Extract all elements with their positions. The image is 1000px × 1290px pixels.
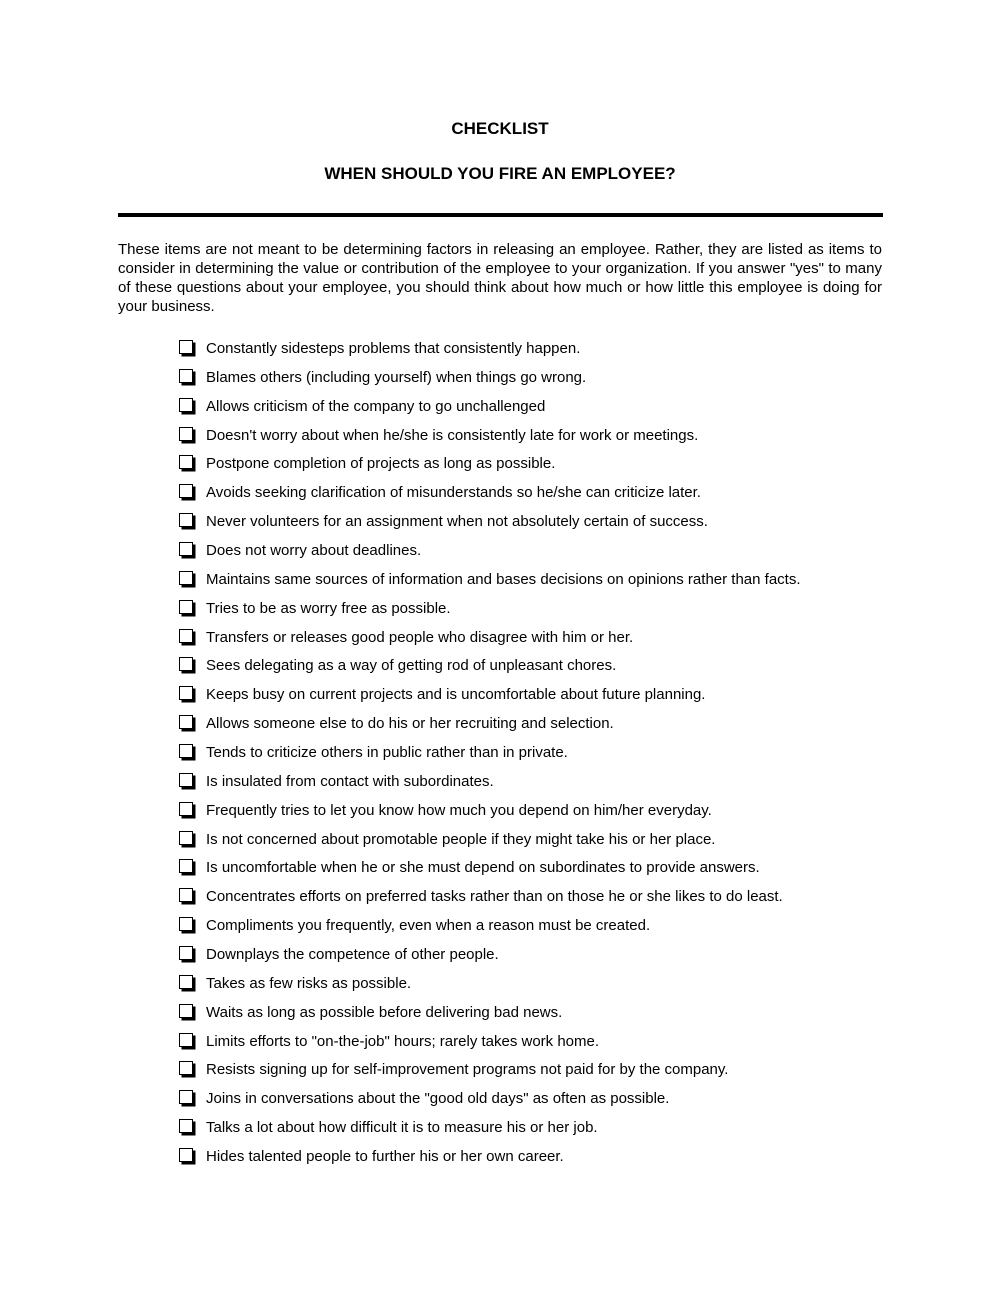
checklist-item: [179, 771, 879, 800]
checklist: [179, 338, 879, 1175]
checkbox-icon[interactable]: [179, 1033, 193, 1047]
checklist-item-label: Constantly sidesteps problems that consistently happen.: [206, 340, 581, 357]
checklist-item-label: Takes as few risks as possible.: [206, 974, 412, 992]
checklist-item-label: Talks a lot about how difficult it is to measure his or her job.: [206, 1119, 598, 1137]
checklist-item: [179, 1088, 879, 1117]
checklist-item-label: Allows someone else to do his or her recruiting and selection.: [206, 715, 614, 733]
checkbox-icon[interactable]: [179, 369, 193, 383]
checkbox-icon[interactable]: [179, 340, 193, 354]
checklist-item-label: Waits as long as possible before delivering bad news.: [206, 1003, 563, 1021]
checkbox-icon[interactable]: [179, 542, 193, 556]
checklist-item-label: Hides talented people to further his or her own career.: [206, 1148, 564, 1166]
checklist-item-label: Never volunteers for an assignment when not absolutely certain of success.: [206, 513, 708, 531]
checkbox-icon[interactable]: [179, 629, 193, 643]
checklist-item: [179, 367, 879, 396]
checkbox-icon[interactable]: [179, 773, 193, 787]
checklist-item-label: Is not concerned about promotable people if they might take his or her place.: [206, 830, 716, 848]
checklist-item: [179, 338, 879, 367]
document-title: CHECKLIST: [451, 119, 549, 138]
checkbox-icon[interactable]: [179, 571, 193, 585]
checklist-item-label: Is uncomfortable when he or she must depend on subordinates to provide answers.: [206, 859, 760, 877]
checklist-item-label: Transfers or releases good people who disagree with him or her.: [206, 628, 634, 646]
checklist-item-label: Does not worry about deadlines.: [206, 542, 422, 560]
checklist-item: [179, 569, 879, 598]
checkbox-icon[interactable]: [179, 802, 193, 816]
checklist-item: [179, 598, 879, 627]
checklist-item: [179, 540, 879, 569]
checkbox-icon[interactable]: [179, 917, 193, 931]
checklist-item-label: Is insulated from contact with subordinates.: [206, 772, 494, 790]
checkbox-icon[interactable]: [179, 744, 193, 758]
checkbox-icon[interactable]: [179, 513, 193, 527]
checkbox-icon[interactable]: [179, 1061, 193, 1075]
checklist-item-label: Sees delegating as a way of getting rod of unpleasant chores.: [206, 657, 617, 675]
checklist-item: [179, 1002, 879, 1031]
checklist-item: [179, 511, 879, 540]
checklist-item: [179, 396, 879, 425]
checklist-item: [179, 1146, 879, 1175]
checklist-item-label: Resists signing up for self-improvement programs not paid for by the company.: [206, 1061, 729, 1079]
checklist-item: [179, 713, 879, 742]
checklist-item-label: Tries to be as worry free as possible.: [206, 599, 451, 617]
checkbox-icon[interactable]: [179, 484, 193, 498]
checkbox-icon[interactable]: [179, 398, 193, 412]
checklist-item: [179, 886, 879, 915]
checklist-item: [179, 857, 879, 886]
checkbox-icon[interactable]: [179, 600, 193, 614]
checkbox-icon[interactable]: [179, 686, 193, 700]
checklist-item-label: Avoids seeking clarification of misunderstands so he/she can criticize later.: [206, 484, 701, 502]
checkbox-icon[interactable]: [179, 657, 193, 671]
document-subtitle: WHEN SHOULD YOU FIRE AN EMPLOYEE?: [324, 164, 676, 183]
checklist-item: [179, 655, 879, 684]
checklist-item: [179, 425, 879, 454]
checklist-item: [179, 482, 879, 511]
checklist-item: [179, 627, 879, 656]
checklist-item-label: Maintains same sources of information and bases decisions on opinions rather than facts.: [206, 570, 801, 588]
checklist-item: [179, 1059, 879, 1088]
horizontal-rule: [118, 213, 883, 217]
checkbox-icon[interactable]: [179, 1004, 193, 1018]
checklist-item: [179, 800, 879, 829]
checklist-item-label: Downplays the competence of other people.: [206, 946, 499, 964]
checklist-item-label: Doesn't worry about when he/she is consistently late for work or meetings.: [206, 426, 699, 444]
checklist-item-label: Keeps busy on current projects and is uncomfortable about future planning.: [206, 686, 706, 704]
checkbox-icon[interactable]: [179, 888, 193, 902]
checkbox-icon[interactable]: [179, 427, 193, 441]
checklist-item: [179, 829, 879, 858]
checklist-item-label: Blames others (including yourself) when things go wrong.: [206, 368, 587, 386]
checklist-item: [179, 1031, 879, 1060]
checkbox-icon[interactable]: [179, 715, 193, 729]
checkbox-icon[interactable]: [179, 1119, 193, 1133]
checklist-item: [179, 684, 879, 713]
checklist-item: [179, 973, 879, 1002]
checklist-item-label: Concentrates efforts on preferred tasks rather than on those he or she likes to do least.: [206, 888, 783, 906]
checklist-item: [179, 453, 879, 482]
checklist-item: [179, 742, 879, 771]
checkbox-icon[interactable]: [179, 975, 193, 989]
checklist-item-label: Joins in conversations about the "good old days" as often as possible.: [206, 1090, 670, 1108]
checklist-item-label: Postpone completion of projects as long as possible.: [206, 455, 556, 473]
checkbox-icon[interactable]: [179, 1148, 193, 1162]
checkbox-icon[interactable]: [179, 1090, 193, 1104]
checklist-item: [179, 915, 879, 944]
checkbox-icon[interactable]: [179, 455, 193, 469]
checklist-item: [179, 944, 879, 973]
checklist-item-label: Frequently tries to let you know how much you depend on him/her everyday.: [206, 801, 712, 819]
checklist-item-label: Compliments you frequently, even when a reason must be created.: [206, 917, 651, 935]
checklist-item-label: Limits efforts to "on-the-job" hours; rarely takes work home.: [206, 1032, 600, 1050]
checkbox-icon[interactable]: [179, 859, 193, 873]
intro-paragraph: These items are not meant to be determining factors in releasing an employee. Rather, they are listed as items to consider in determining the value or contribution of the employee to your organization. If you answer "yes" to many of these questions about your employee, you should think about how much or how little this employee is doing for your business.: [118, 241, 882, 315]
checkbox-icon[interactable]: [179, 831, 193, 845]
checklist-item: [179, 1117, 879, 1146]
checklist-item-label: Allows criticism of the company to go unchallenged: [206, 397, 546, 415]
checkbox-icon[interactable]: [179, 946, 193, 960]
checklist-item-label: Tends to criticize others in public rather than in private.: [206, 744, 568, 762]
